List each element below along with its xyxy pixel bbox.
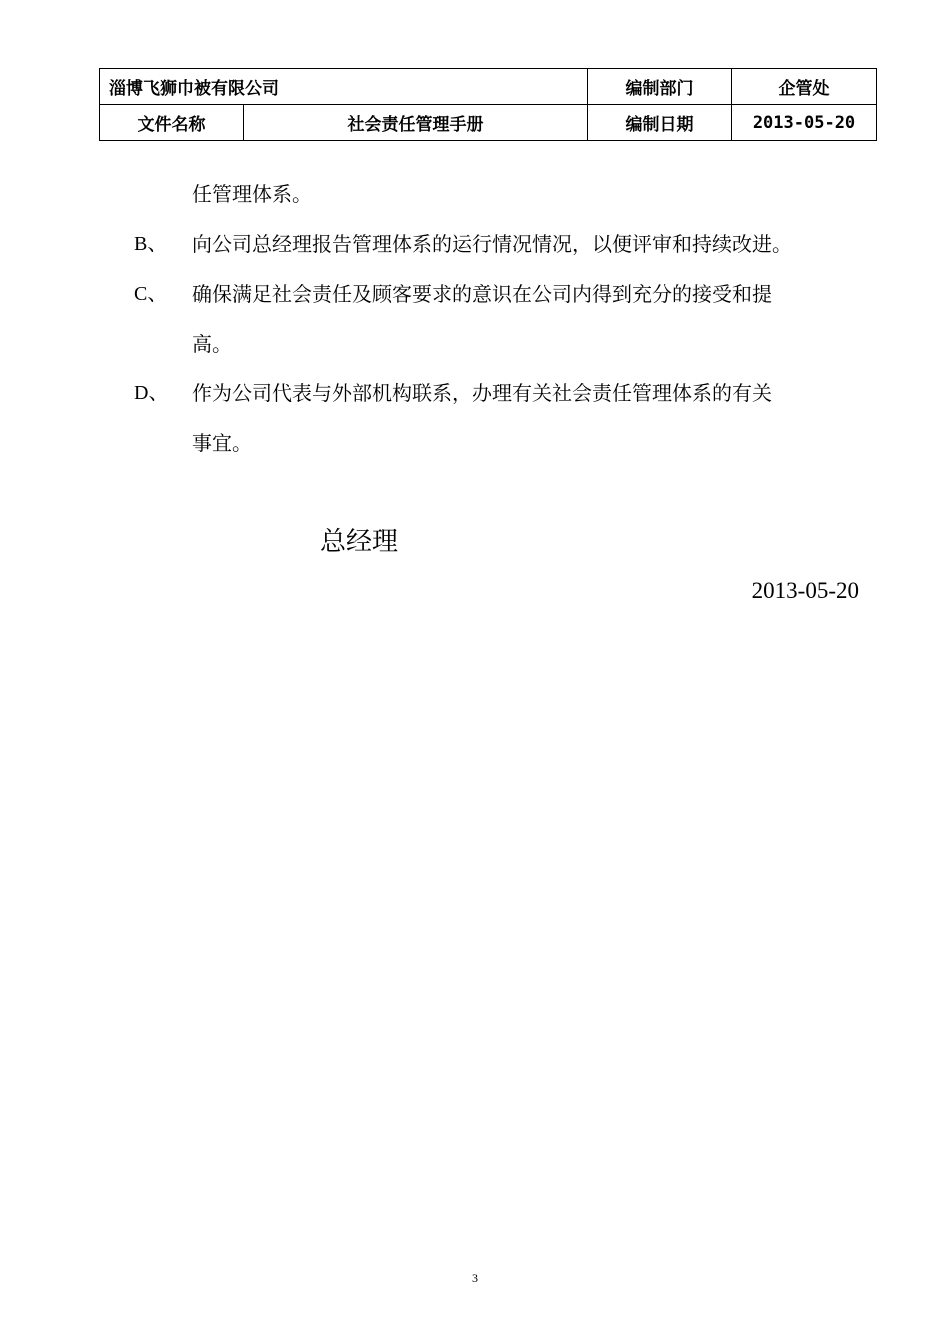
doc-name-label: 文件名称 bbox=[100, 105, 244, 141]
list-marker: D、 bbox=[134, 382, 169, 404]
list-item-text-line: 事宜。 bbox=[192, 431, 252, 455]
dept-value: 企管处 bbox=[732, 69, 877, 105]
header-row-1 bbox=[100, 69, 877, 105]
page-number: 3 bbox=[472, 1271, 478, 1285]
doc-name-value: 社会责任管理手册 bbox=[244, 105, 588, 141]
continuation-line: 任管理体系。 bbox=[192, 182, 312, 206]
list-item-text-line: 向公司总经理报告管理体系的运行情况情况，以便评审和持续改进。 bbox=[192, 232, 792, 256]
list-marker: C、 bbox=[134, 283, 168, 305]
document-header-table bbox=[99, 68, 877, 141]
signature-date: 2013-05-20 bbox=[751, 578, 859, 603]
signature-title: 总经理 bbox=[320, 527, 399, 557]
list-item-text-line: 高。 bbox=[192, 332, 232, 356]
company-name: 淄博飞狮巾被有限公司 bbox=[100, 69, 588, 105]
header-row-2 bbox=[100, 105, 877, 141]
list-item-text-line: 确保满足社会责任及顾客要求的意识在公司内得到充分的接受和提 bbox=[192, 282, 772, 306]
list-marker: B、 bbox=[134, 233, 168, 255]
date-label: 编制日期 bbox=[588, 105, 732, 141]
list-item-text-line: 作为公司代表与外部机构联系，办理有关社会责任管理体系的有关 bbox=[192, 381, 772, 405]
dept-label: 编制部门 bbox=[588, 69, 732, 105]
date-value: 2013-05-20 bbox=[732, 105, 877, 141]
